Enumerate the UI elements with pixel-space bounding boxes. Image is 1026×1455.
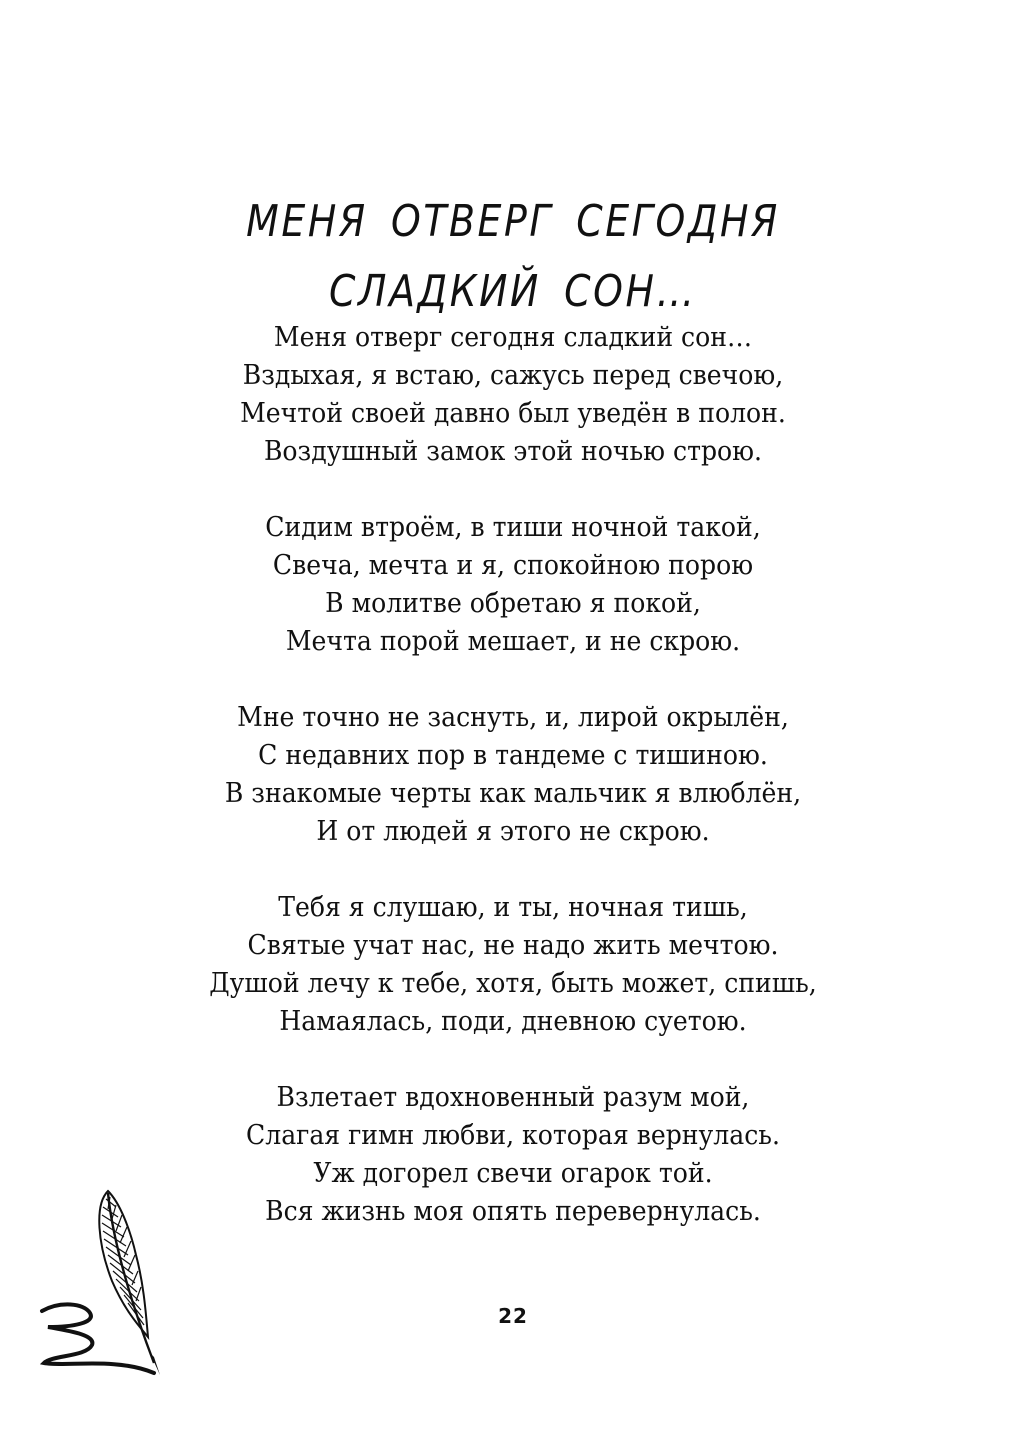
poem-line: В знакомые черты как мальчик я влюблён, bbox=[224, 778, 802, 809]
stanza-1 bbox=[36, 319, 990, 471]
poem-line: Тебя я слушаю, и ты, ночная тишь, bbox=[278, 892, 748, 923]
poem-line: Мечта порой мешает, и не скрою. bbox=[285, 626, 741, 657]
poem-title-line-2: СЛАДКИЙ СОН… bbox=[329, 266, 697, 318]
poem-line: И от людей я этого не скрою. bbox=[316, 816, 710, 847]
poem-line: Мне точно не заснуть, и, лирой окрылён, bbox=[237, 702, 789, 733]
poem-line: Меня отверг сегодня сладкий сон… bbox=[273, 322, 753, 353]
poem-line: Уж догорел свечи огарок той. bbox=[313, 1158, 713, 1189]
poem-line: Слагая гимн любви, которая вернулась. bbox=[246, 1120, 780, 1151]
poem-title-line-1: МЕНЯ ОТВЕРГ СЕГОДНЯ bbox=[246, 196, 780, 248]
stanza-4 bbox=[36, 889, 990, 1041]
poem-line: Вся жизнь моя опять перевернулась. bbox=[265, 1196, 761, 1227]
quill-pen-icon bbox=[36, 1185, 176, 1385]
stanza-5 bbox=[36, 1079, 990, 1231]
poem-line: В молитве обретаю я покой, bbox=[325, 588, 701, 619]
poem-line: Душой лечу к тебе, хотя, быть может, спишь, bbox=[209, 968, 817, 999]
page-number: 22 bbox=[498, 1304, 528, 1328]
poem-line: Сидим втроём, в тиши ночной такой, bbox=[265, 512, 761, 543]
poem-line: Мечтой своей давно был уведён в полон. bbox=[240, 398, 786, 429]
poem-body bbox=[0, 319, 1026, 1269]
poem-line: Взлетает вдохновенный разум мой, bbox=[276, 1082, 750, 1113]
stanza-2 bbox=[36, 509, 990, 661]
poem-line: С недавних пор в тандеме с тишиною. bbox=[258, 740, 768, 771]
poem-line: Воздушный замок этой ночью строю. bbox=[263, 436, 763, 467]
poem-line: Вздыхая, я встаю, сажусь перед свечою, bbox=[242, 360, 784, 391]
poem-line: Свеча, мечта и я, спокойною порою bbox=[272, 550, 754, 581]
poem-line: Намаялась, поди, дневною суетою. bbox=[279, 1006, 747, 1037]
poem-title bbox=[72, 187, 954, 327]
stanza-3 bbox=[36, 699, 990, 851]
poem-line: Святые учат нас, не надо жить мечтою. bbox=[247, 930, 779, 961]
